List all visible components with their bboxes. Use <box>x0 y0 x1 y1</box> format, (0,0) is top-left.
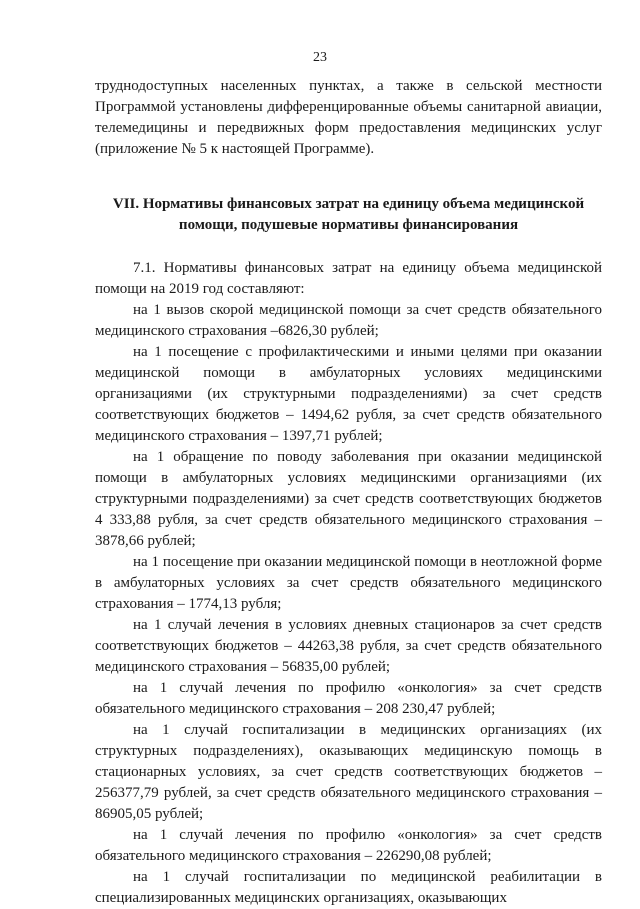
page-number: 23 <box>313 50 327 65</box>
paragraph-disease-visit: на 1 обращение по поводу заболевания при оказании медицинской помощи в амбулаторных условиях медицинскими организациями (их структурными подразделениями) за счет средств соответствующих бюджетов 4 333,88 рубля, за счет средств обязательного медицинского страхования – 3878,66 рублей; <box>95 449 602 549</box>
paragraph-continued: труднодоступных населенных пунктах, а также в сельской местности Программой установлены дифференцированные объемы санитарной авиации, телемедицины и передвижных форм предоставления медицинских услуг (приложение № 5 к настоящей Программе). <box>95 78 602 157</box>
paragraph-oncology-hospital: на 1 случай лечения по профилю «онкология» за счет средств обязательного медицинского страхования – 226290,08 рублей; <box>95 827 602 864</box>
paragraph-day-hospital: на 1 случай лечения в условиях дневных стационаров за счет средств соответствующих бюджетов – 44263,38 рубля, за счет средств обязательного медицинского страхования – 56835,00 рублей; <box>95 617 602 675</box>
paragraph-oncology-day: на 1 случай лечения по профилю «онкология» за счет средств обязательного медицинского страхования – 208 230,47 рублей; <box>95 680 602 717</box>
section-heading-line-2: помощи, подушевые нормативы финансирования <box>178 217 519 233</box>
paragraph-rehabilitation: на 1 случай госпитализации по медицинской реабилитации в специализированных медицинских организациях, оказывающих <box>95 869 602 906</box>
section-heading-line-1: VII. Нормативы финансовых затрат на единицу объема медицинской <box>112 196 585 212</box>
paragraph-urgent-visit: на 1 посещение при оказании медицинской помощи в неотложной форме в амбулаторных условиях за счет средств обязательного медицинского страхования – 1774,13 рубля; <box>95 554 602 612</box>
paragraph-preventive-visit: на 1 посещение с профилактическими и иными целями при оказании медицинской помощи в амбулаторных условиях медицинскими организациями (их структурными подразделениями) за счет средств соответствующих бюджетов – 1494,62 рубля, за счет средств обязательного медицинского страхования – 1397,71 рублей; <box>95 344 602 444</box>
paragraph-hospitalization: на 1 случай госпитализации в медицинских организациях (их структурных подразделениях), оказывающих медицинскую помощь в стационарных условиях, за счет средств соответствующих бюджетов – 256377,79 рублей, за счет средств обязательного медицинского страхования – 86905,05 рублей; <box>95 722 602 822</box>
document-body <box>95 76 602 909</box>
paragraph-ambulance-call: на 1 вызов скорой медицинской помощи за счет средств обязательного медицинского страхования –6826,30 рублей; <box>95 302 602 339</box>
section-heading <box>95 194 602 236</box>
paragraph-intro: 7.1. Нормативы финансовых затрат на единицу объема медицинской помощи на 2019 год составляют: <box>95 260 602 297</box>
